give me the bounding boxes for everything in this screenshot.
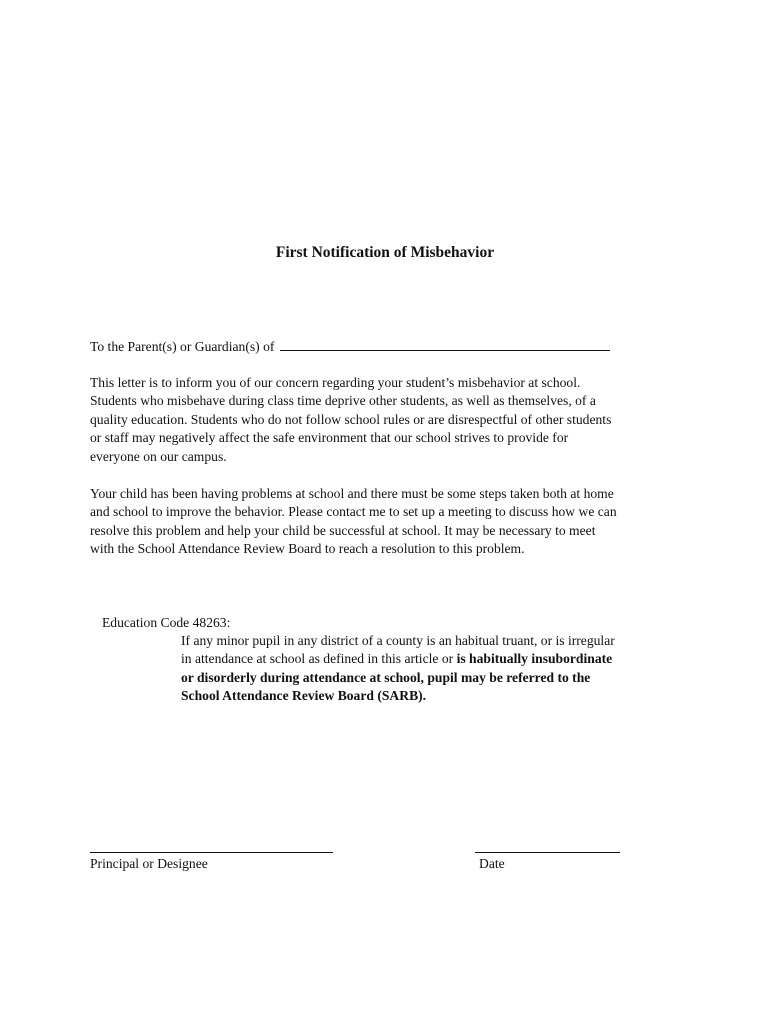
- paragraph-action: [90, 485, 690, 559]
- principal-signature-line: [90, 852, 333, 853]
- code-line-bold: is habitually insubordinate: [456, 651, 613, 667]
- paragraph-line: This letter is to inform you of our concern regarding your student’s misbehavior at school.: [90, 375, 581, 390]
- code-line: If any minor pupil in any district of a county is an habitual truant, or is irregular: [181, 633, 615, 648]
- education-code-label: Education Code 48263:: [102, 615, 231, 630]
- paragraph-line: everyone on our campus.: [90, 448, 227, 464]
- principal-signature-label: Principal or Designee: [90, 856, 208, 871]
- paragraph-line: Your child has been having problems at school and there must be some steps taken both at home: [90, 486, 614, 501]
- code-line-bold: or disorderly during attendance at school, pupil may be referred to the: [181, 669, 591, 685]
- paragraph-line: with the School Attendance Review Board to reach a resolution to this problem.: [90, 541, 525, 557]
- paragraph-line: Students who misbehave during class time deprive other students, as well as themselves, of a: [90, 393, 596, 409]
- student-name-blank: [280, 338, 610, 351]
- paragraph-line: quality education. Students who do not follow school rules or are disrespectful of other students: [90, 411, 612, 427]
- date-signature-label: Date: [479, 856, 505, 871]
- code-line: [181, 650, 681, 668]
- salutation-line: [90, 338, 690, 356]
- document-title: First Notification of Misbehavior: [275, 244, 495, 261]
- education-code-text: [181, 632, 681, 706]
- paragraph-line: or staff may negatively affect the safe environment that our school strives to provide for: [90, 430, 569, 446]
- paragraph-line: and school to improve the behavior. Please contact me to set up a meeting to discuss how we can: [90, 504, 617, 520]
- date-signature-line: [475, 852, 620, 853]
- paragraph-concern: [90, 374, 690, 466]
- code-line-normal: in attendance at school as defined in this article or: [181, 651, 457, 667]
- code-line-bold: School Attendance Review Board (SARB).: [181, 688, 427, 704]
- salutation-text: To the Parent(s) or Guardian(s) of: [90, 339, 275, 354]
- paragraph-line: resolve this problem and help your child be successful at school. It may be necessary to meet: [90, 522, 596, 538]
